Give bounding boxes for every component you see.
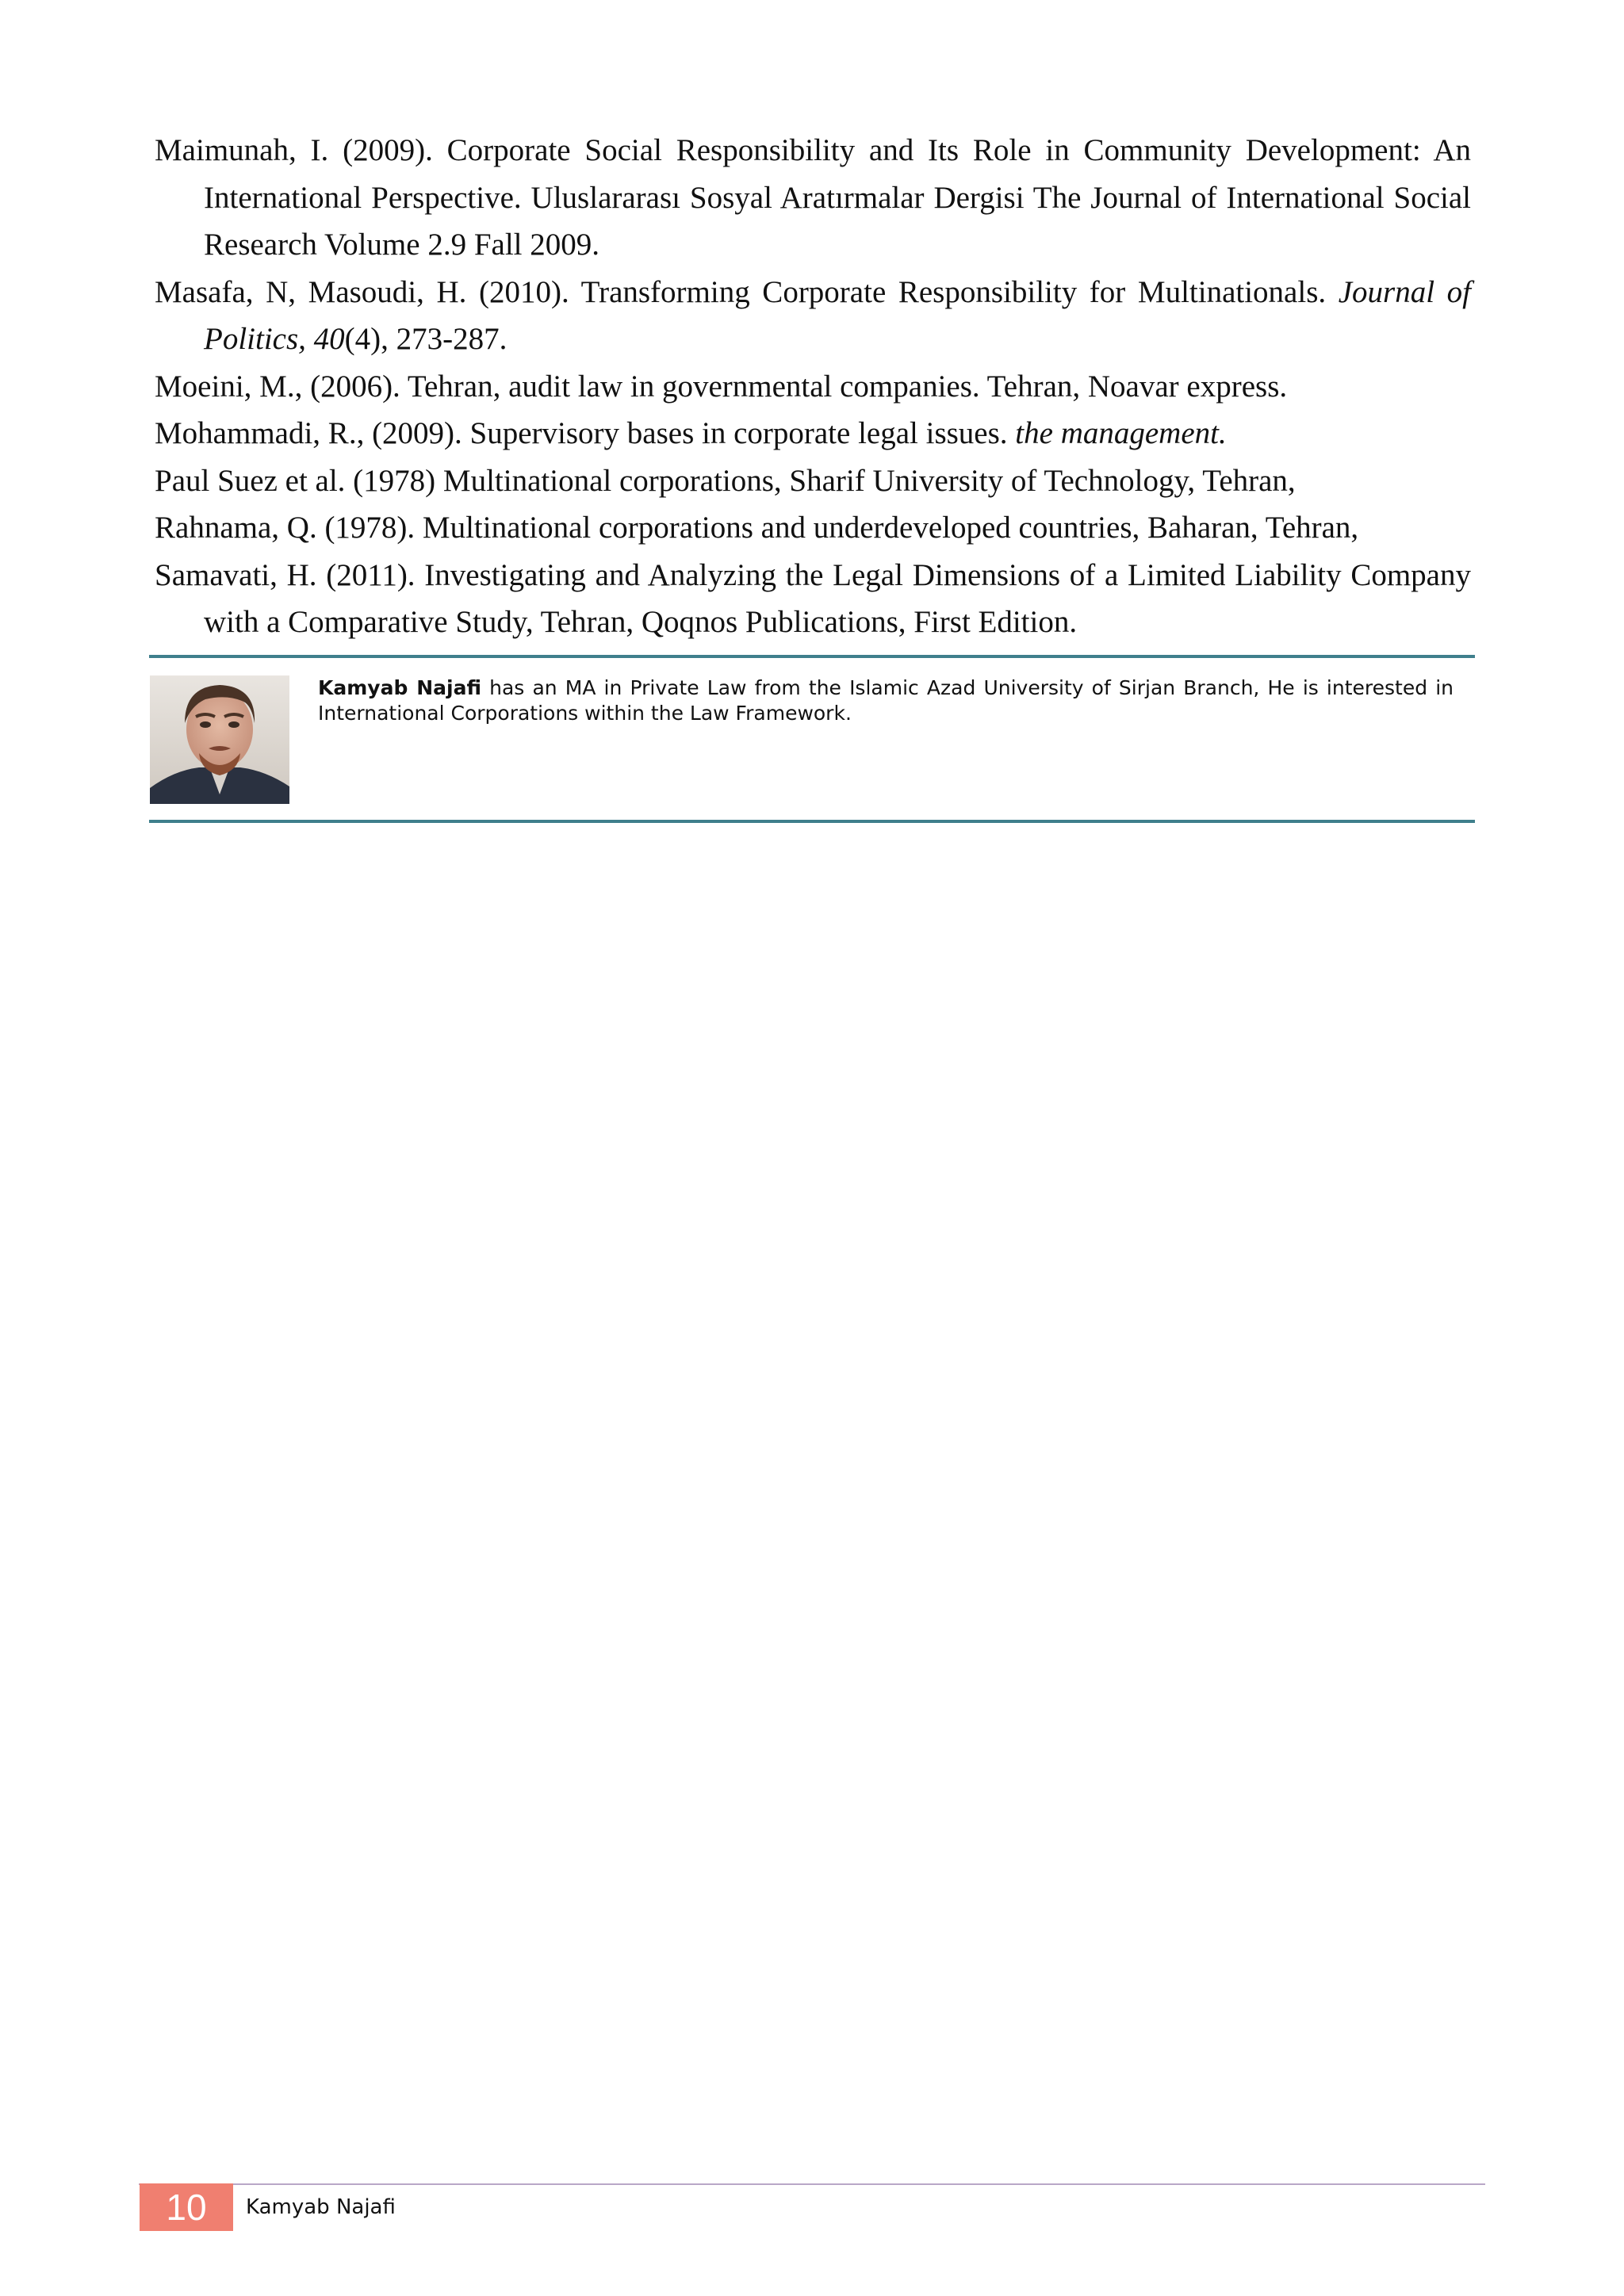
reference-journal: the management. bbox=[1015, 416, 1227, 450]
author-bio bbox=[149, 655, 1475, 823]
reference-text: Masafa, N, Masoudi, H. (2010). Transforming Corporate Responsibility for Multinationals. bbox=[155, 274, 1339, 309]
bio-text bbox=[318, 675, 1454, 726]
reference-item bbox=[155, 269, 1471, 363]
reference-text: Mohammadi, R., (2009). Supervisory bases in corporate legal issues. bbox=[155, 416, 1016, 450]
reference-item: Samavati, H. (2011). Investigating and Analyzing the Legal Dimensions of a Limited Liability Company with a Comparative Study, Tehran, Qoqnos Publications, First Edition. bbox=[155, 557, 1471, 639]
reference-item bbox=[155, 410, 1471, 457]
reference-item: Rahnama, Q. (1978). Multinational corporations and underdeveloped countries, Baharan, Tehran, bbox=[155, 511, 1359, 545]
reference-item: Maimunah, I. (2009). Corporate Social Responsibility and Its Role in Community Development: An International Perspective. Uluslararası Sosyal Aratırmalar Dergisi The Journal of International Social Research Volume 2.9 Fall 2009. bbox=[155, 133, 1471, 262]
reference-item: Moeini, M., (2006). Tehran, audit law in governmental companies. Tehran, Noavar express. bbox=[155, 369, 1288, 404]
reference-item: Paul Suez et al. (1978) Multinational corporations, Sharif University of Technology, Tehran, bbox=[155, 463, 1296, 498]
reference-journal: Journal of Politics, 40 bbox=[204, 274, 1471, 356]
bio-author-name: Kamyab Najafi bbox=[318, 676, 482, 699]
footer-divider bbox=[139, 2183, 1485, 2185]
page-number: 10 bbox=[140, 2183, 233, 2231]
references-list bbox=[155, 127, 1471, 646]
reference-details: (4), 273-287. bbox=[344, 322, 508, 356]
author-photo bbox=[150, 675, 289, 804]
bio-description: has an MA in Private Law from the Islamic Azad University of Sirjan Branch, He is interested in International Corporations within the Law Framework. bbox=[318, 676, 1454, 725]
footer-author: Kamyab Najafi bbox=[246, 2195, 396, 2219]
